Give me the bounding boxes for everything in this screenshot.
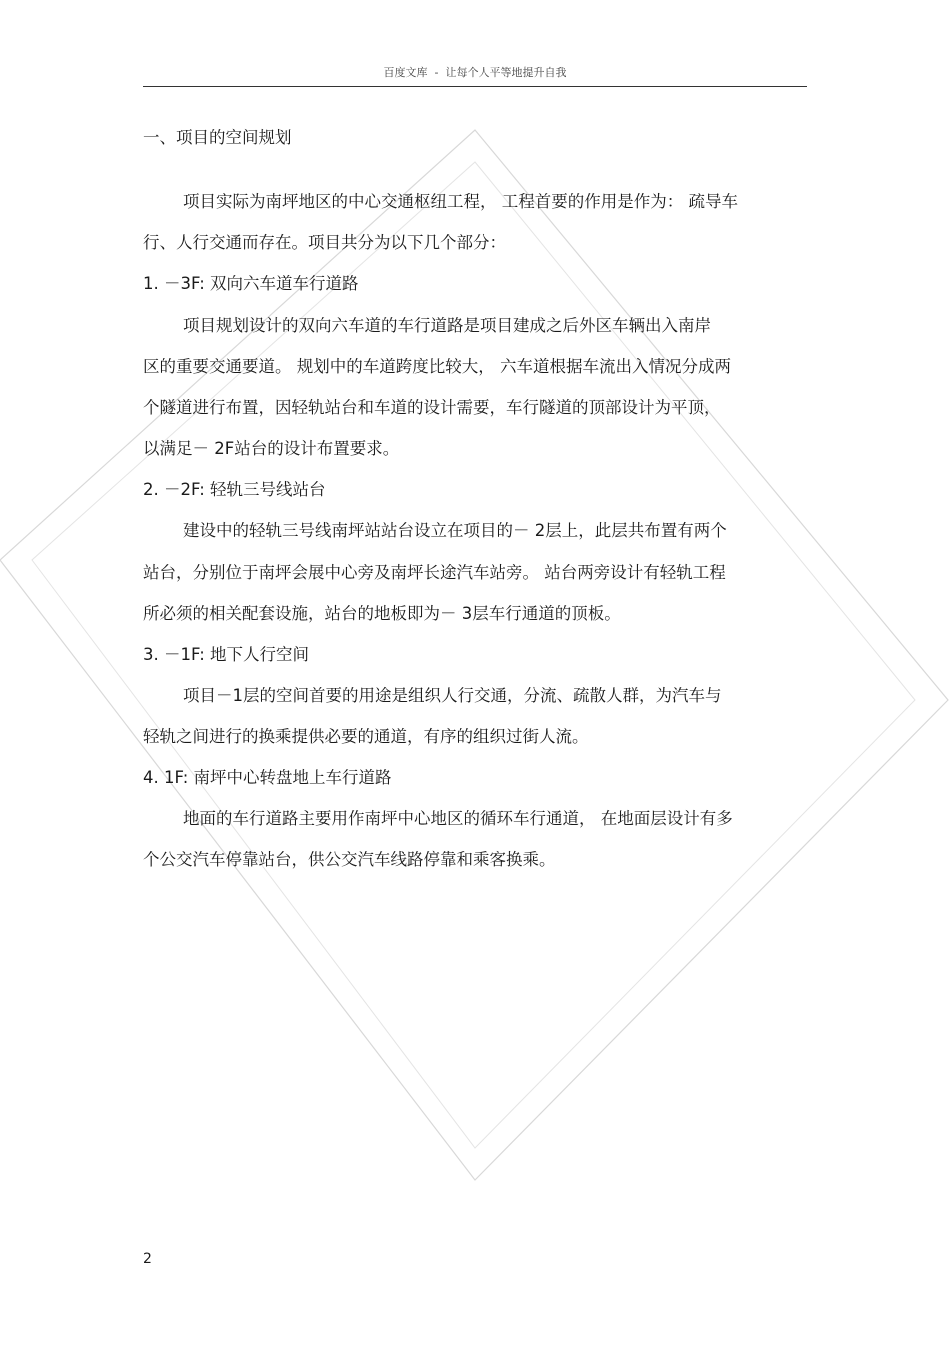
item-1-line-2: 区的重要交通要道。 规划中的车道跨度比较大， 六车道根据车流出入情况分成两 (143, 357, 731, 376)
section-title: 一、项目的空间规划 (143, 128, 292, 147)
page-number: 2 (143, 1251, 152, 1267)
header-separator: - (427, 66, 446, 79)
item-heading-2: 2. －2F: 轻轨三号线站台 (143, 480, 326, 499)
intro-line-1: 项目实际为南坪地区的中心交通枢纽工程， 工程首要的作用是作为： 疏导车 (183, 192, 738, 211)
item-heading-1: 1. －3F: 双向六车道车行道路 (143, 274, 359, 293)
item-3-line-2: 轻轨之间进行的换乘提供必要的通道，有序的组织过街人流。 (143, 727, 589, 746)
page-header (143, 64, 807, 87)
intro-line-2: 行、人行交通而存在。项目共分为以下几个部分： (143, 233, 506, 252)
header-source: 百度文库 (383, 66, 428, 79)
item-1-line-1: 项目规划设计的双向六车道的车行道路是项目建成之后外区车辆出入南岸 (183, 316, 711, 335)
header-slogan: 让每个人平等地提升自我 (445, 66, 567, 79)
item-2-line-2: 站台，分别位于南坪会展中心旁及南坪长途汽车站旁。 站台两旁设计有轻轨工程 (143, 563, 726, 582)
item-2-line-3: 所必须的相关配套设施，站台的地板即为－ 3层车行通道的顶板。 (143, 604, 621, 623)
item-3-line-1: 项目－1层的空间首要的用途是组织人行交通，分流、疏散人群，为汽车与 (183, 686, 722, 705)
item-heading-3: 3. －1F: 地下人行空间 (143, 645, 309, 664)
item-1-line-4: 以满足－ 2F站台的设计布置要求。 (143, 439, 400, 458)
item-heading-4: 4. 1F: 南坪中心转盘地上车行道路 (143, 768, 392, 787)
item-1-line-3: 个隧道进行布置，因轻轨站台和车道的设计需要，车行隧道的顶部设计为平顶， (143, 398, 721, 417)
item-2-line-1: 建设中的轻轨三号线南坪站站台设立在项目的－ 2层上，此层共布置有两个 (183, 521, 727, 540)
item-4-line-2: 个公交汽车停靠站台，供公交汽车线路停靠和乘客换乘。 (143, 850, 556, 869)
item-4-line-1: 地面的车行道路主要用作南坪中心地区的循环车行通道， 在地面层设计有多 (183, 809, 733, 828)
